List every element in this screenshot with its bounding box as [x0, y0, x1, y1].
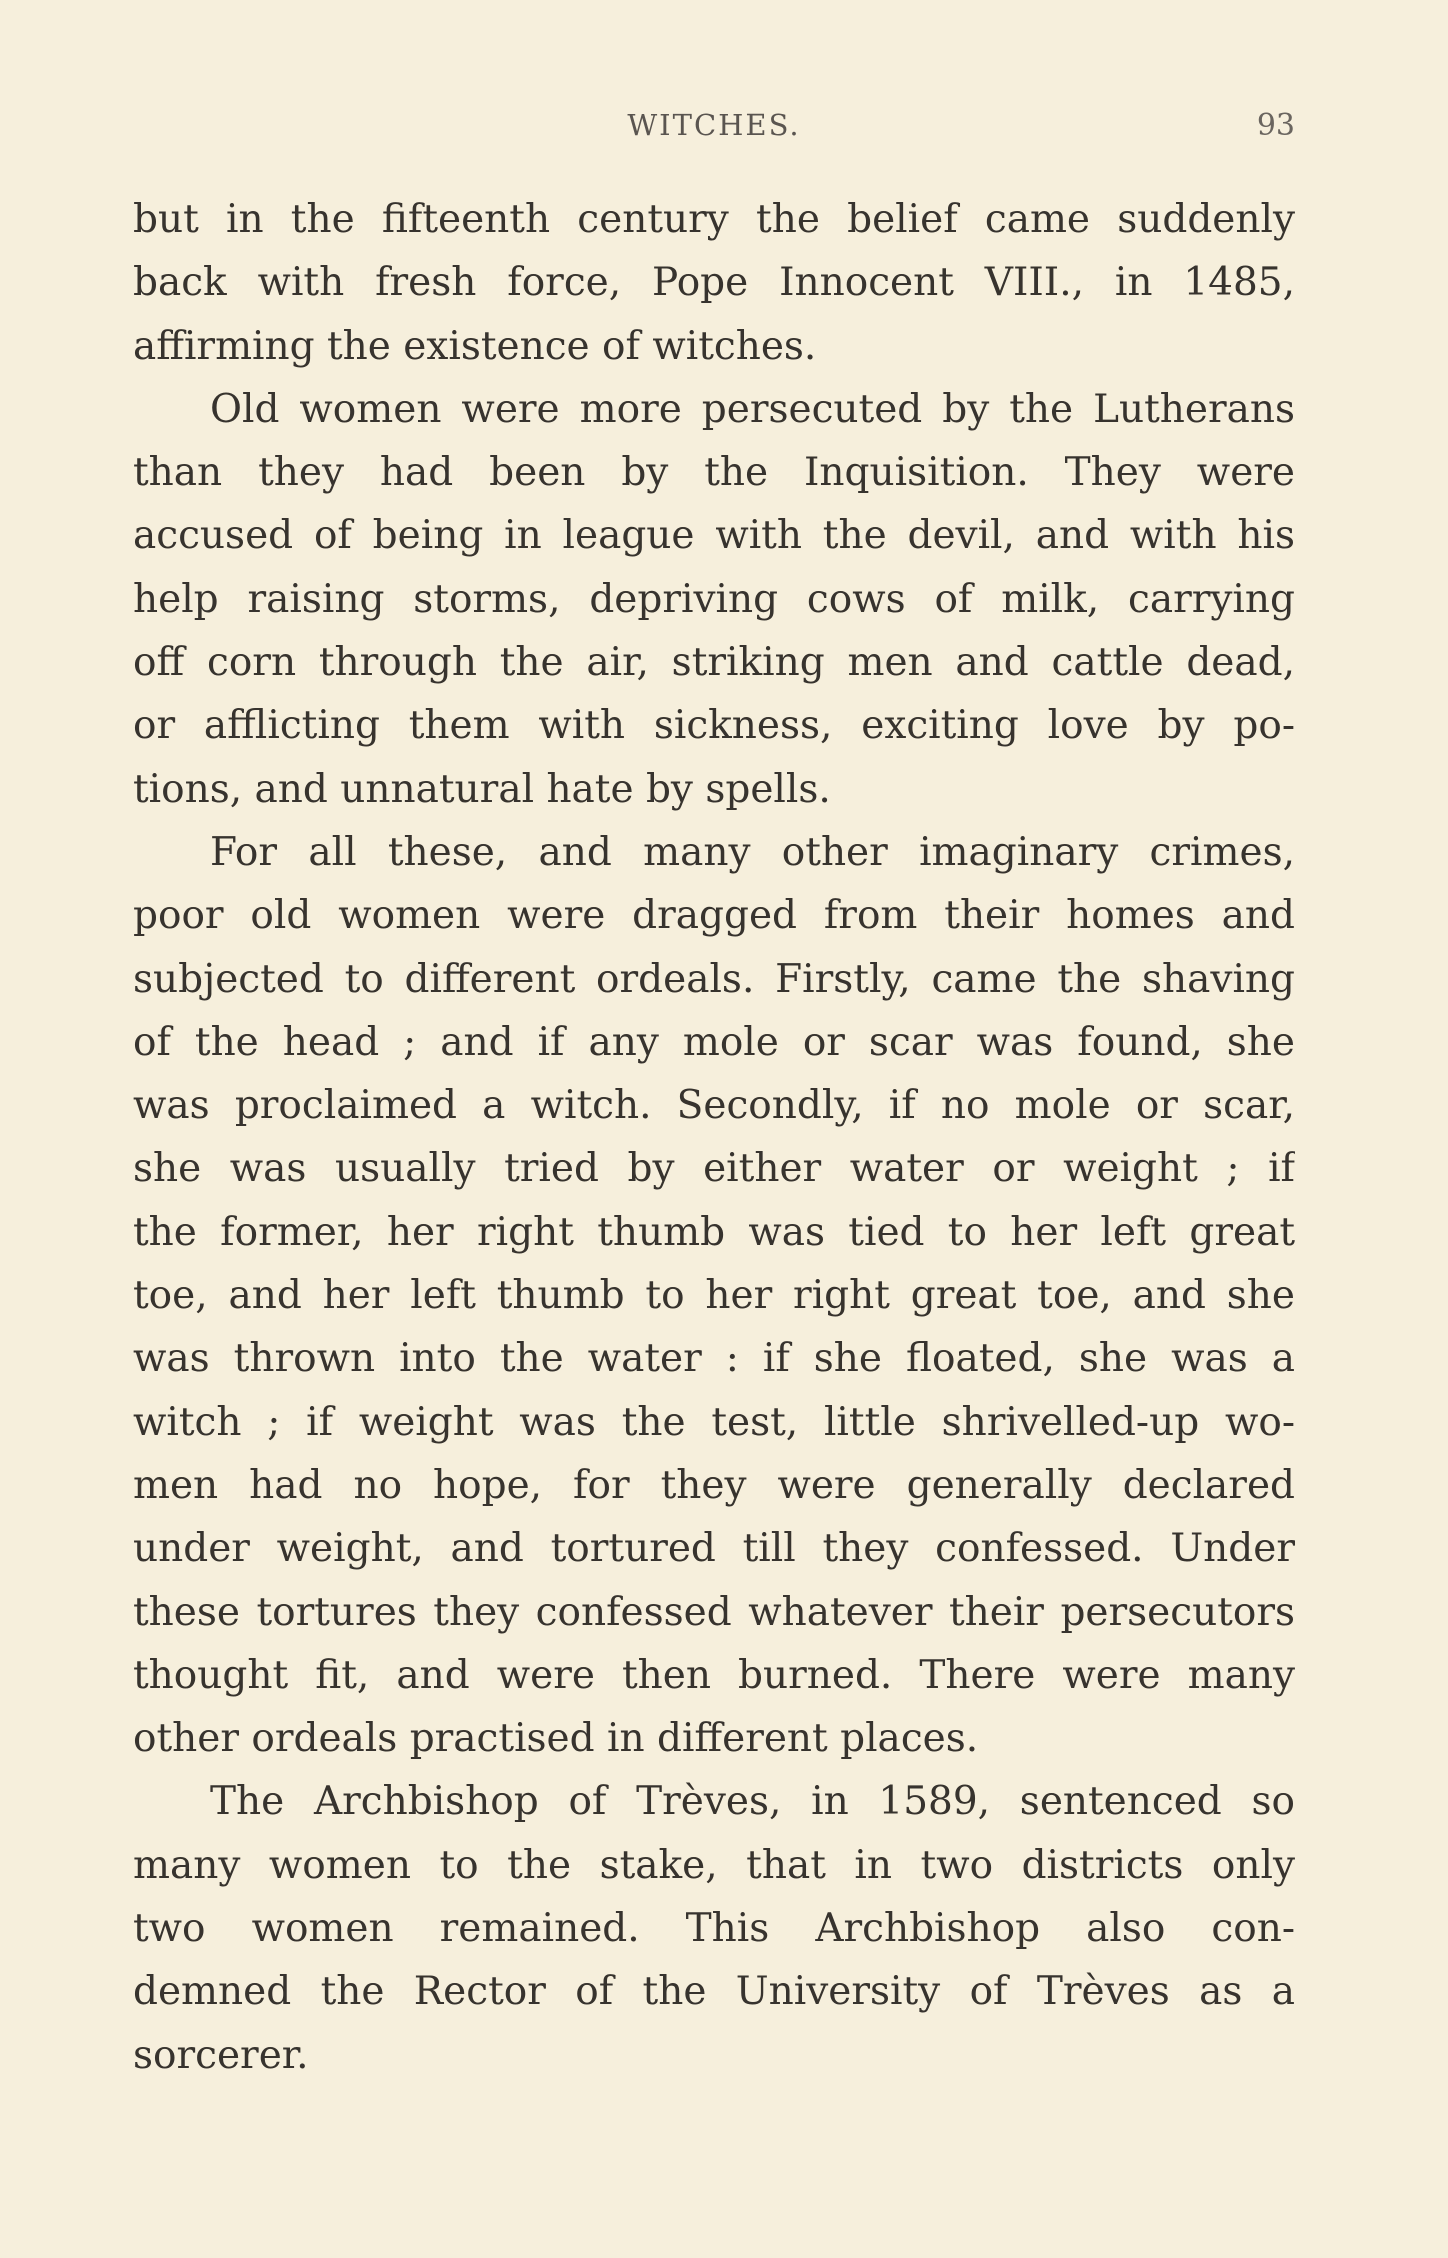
text-line: she was usually tried by either water or weight ; if [133, 1146, 1295, 1192]
text-line: demned the Rector of the University of Trèves as a [133, 1969, 1295, 2015]
page-number: 93 [1256, 108, 1295, 143]
text-line: was thrown into the water : if she floated, she was a [133, 1336, 1295, 1382]
text-line: help raising storms, depriving cows of milk, carrying [133, 576, 1295, 622]
text-line: of the head ; and if any mole or scar was found, she [133, 1019, 1295, 1065]
text-line: affirming the existence of witches. [133, 323, 817, 369]
text-line: many women to the stake, that in two districts only [133, 1842, 1295, 1888]
text-line: sorcerer. [133, 2032, 309, 2078]
text-line: other ordeals practised in different places. [133, 1716, 979, 1762]
body-text [133, 188, 1295, 2087]
text-line: but in the fifteenth century the belief came suddenly [133, 197, 1295, 242]
text-line: these tortures they confessed whatever their persecutors [133, 1589, 1295, 1635]
text-line: tions, and unnatural hate by spells. [133, 766, 831, 812]
text-line: under weight, and tortured till they confessed. Under [133, 1526, 1295, 1572]
text-line: off corn through the air, striking men and cattle dead, [133, 640, 1295, 686]
text-line: Old women were more persecuted by the Lutherans [210, 386, 1295, 432]
text-line: men had no hope, for they were generally declared [133, 1462, 1295, 1508]
text-line: poor old women were dragged from their homes and [133, 893, 1295, 939]
running-head [133, 108, 1295, 148]
text-line: the former, her right thumb was tied to her left great [133, 1209, 1295, 1255]
text-line: thought fit, and were then burned. There were many [133, 1652, 1295, 1698]
running-title: WITCHES. [627, 108, 801, 142]
text-line: back with fresh force, Pope Innocent VIII., in 1485, [133, 260, 1295, 306]
text-line: toe, and her left thumb to her right great toe, and she [133, 1273, 1295, 1319]
text-line: subjected to different ordeals. Firstly, came the shaving [133, 956, 1295, 1002]
text-line: accused of being in league with the devil, and with his [133, 513, 1295, 559]
text-line: two women remained. This Archbishop also con- [133, 1906, 1295, 1952]
text-line: was proclaimed a witch. Secondly, if no mole or scar, [133, 1083, 1295, 1129]
text-line: The Archbishop of Trèves, in 1589, sentenced so [210, 1779, 1295, 1825]
text-line: than they had been by the Inquisition. They were [133, 450, 1295, 496]
text-line: For all these, and many other imaginary crimes, [210, 829, 1295, 875]
text-line: or afflicting them with sickness, exciting love by po- [133, 703, 1295, 749]
text-line: witch ; if weight was the test, little shrivelled-up wo- [133, 1399, 1295, 1445]
